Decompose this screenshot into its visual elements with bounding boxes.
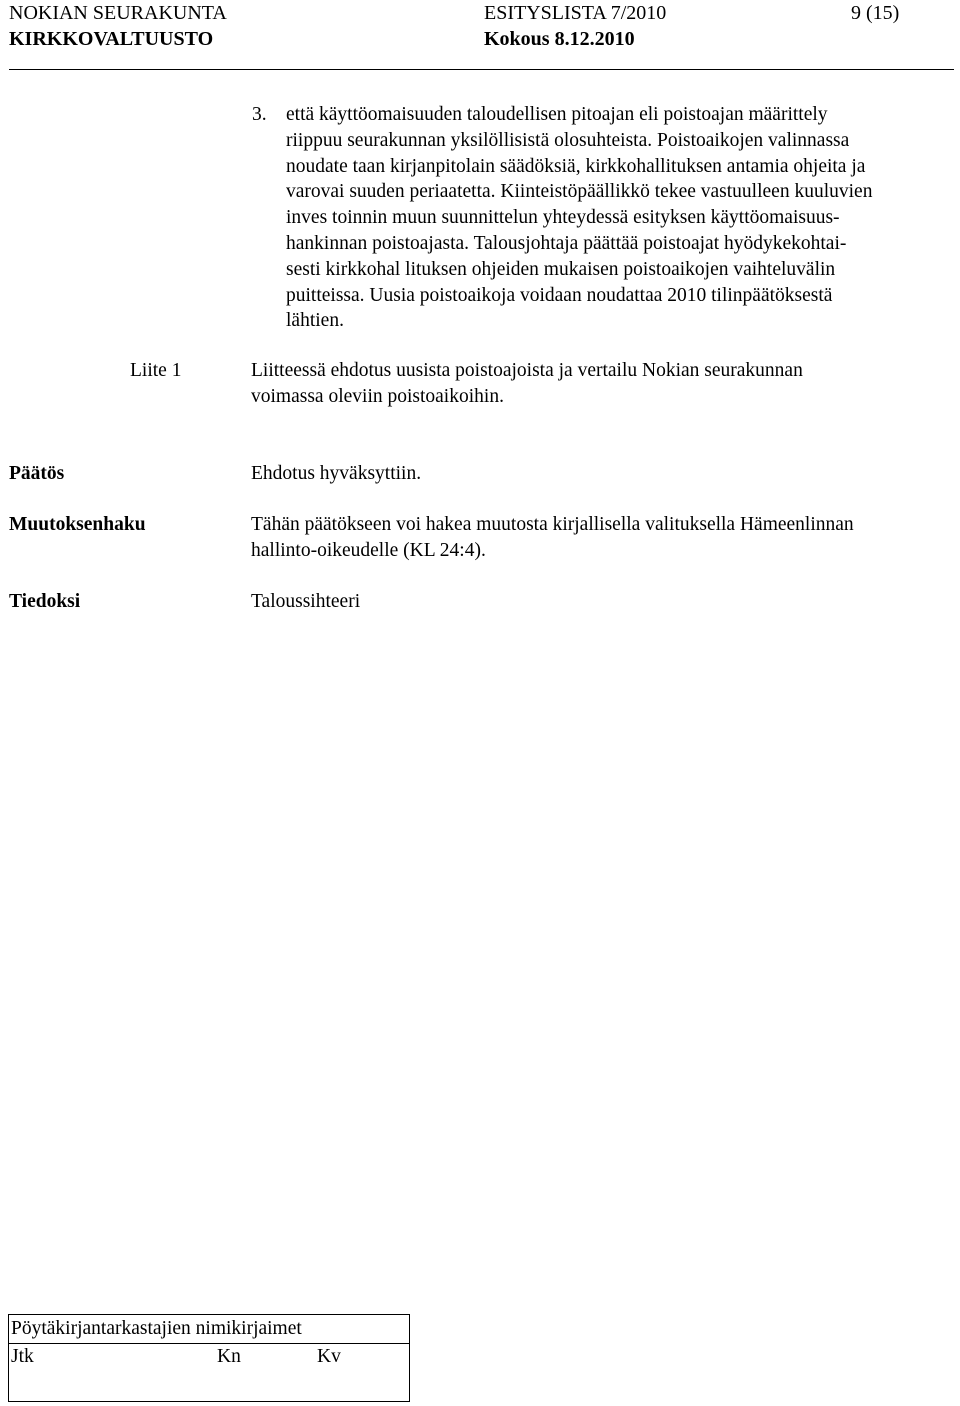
paragraph-line: hankinnan poistoajasta. Talousjohtaja päättää poistoajat hyödykekohtai-	[286, 232, 847, 254]
header-org: NOKIAN SEURAKUNTA	[9, 2, 227, 24]
paragraph-line: puitteissa. Uusia poistoaikoja voidaan noudattaa 2010 tilinpäätöksestä	[286, 284, 833, 306]
signature-box-divider	[9, 1343, 409, 1344]
paragraph-line: varovai suuden periaatetta. Kiinteistöpäällikkö tekee vastuulleen kuuluvien	[286, 181, 873, 203]
paragraph-line: lähtien.	[286, 310, 344, 332]
initials-jtk: Jtk	[11, 1346, 34, 1367]
initials-kn: Kn	[217, 1346, 241, 1367]
signature-box-title: Pöytäkirjantarkastajien nimikirjaimet	[11, 1318, 302, 1339]
header-agenda: ESITYSLISTA 7/2010	[484, 2, 667, 24]
header-body: KIRKKOVALTUUSTO	[9, 28, 214, 50]
paragraph-line: että käyttöomaisuuden taloudellisen pitoajan eli poistoajan määrittely	[286, 104, 828, 125]
paragraph-line: noudate taan kirjanpitolain säädöksiä, kirkkohallituksen antamia ohjeita ja	[286, 155, 866, 177]
paragraph-line: riippuu seurakunnan yksilöllisistä olosuhteista. Poistoaikojen valinnassa	[286, 129, 850, 151]
appeal-label: Muutoksenhaku	[9, 514, 146, 535]
decision-text: Ehdotus hyväksyttiin.	[251, 463, 422, 484]
appeal-text	[251, 512, 854, 564]
header-rule	[9, 69, 954, 70]
attachment-label: Liite 1	[130, 360, 182, 381]
header-page-number: 9 (15)	[851, 2, 900, 24]
appeal-line: Tähän päätökseen voi hakea muutosta kirjallisella valituksella Hämeenlinnan	[251, 514, 854, 535]
paragraph-line: sesti kirkkohal lituksen ohjeiden mukaisen poistoaikojen vaihteluvälin	[286, 258, 836, 280]
for-information-text: Taloussihteeri	[251, 591, 361, 612]
attachment-line: Liitteessä ehdotus uusista poistoajoista ja vertailu Nokian seurakunnan	[251, 360, 803, 381]
decision-label: Päätös	[9, 463, 65, 484]
item-number: 3.	[252, 104, 267, 125]
appeal-line: hallinto-oikeudelle (KL 24:4).	[251, 540, 486, 561]
paragraph-line: inves toinnin muun suunnittelun yhteydessä esityksen käyttöomaisuus-	[286, 207, 840, 229]
header-meeting-date: Kokous 8.12.2010	[484, 28, 635, 50]
initials-kv: Kv	[317, 1346, 341, 1367]
for-information-label: Tiedoksi	[9, 591, 81, 612]
attachment-text	[251, 358, 803, 410]
attachment-line: voimassa oleviin poistoaikoihin.	[251, 386, 504, 407]
item-3-paragraph	[252, 102, 946, 334]
signature-initials-box	[8, 1314, 410, 1402]
